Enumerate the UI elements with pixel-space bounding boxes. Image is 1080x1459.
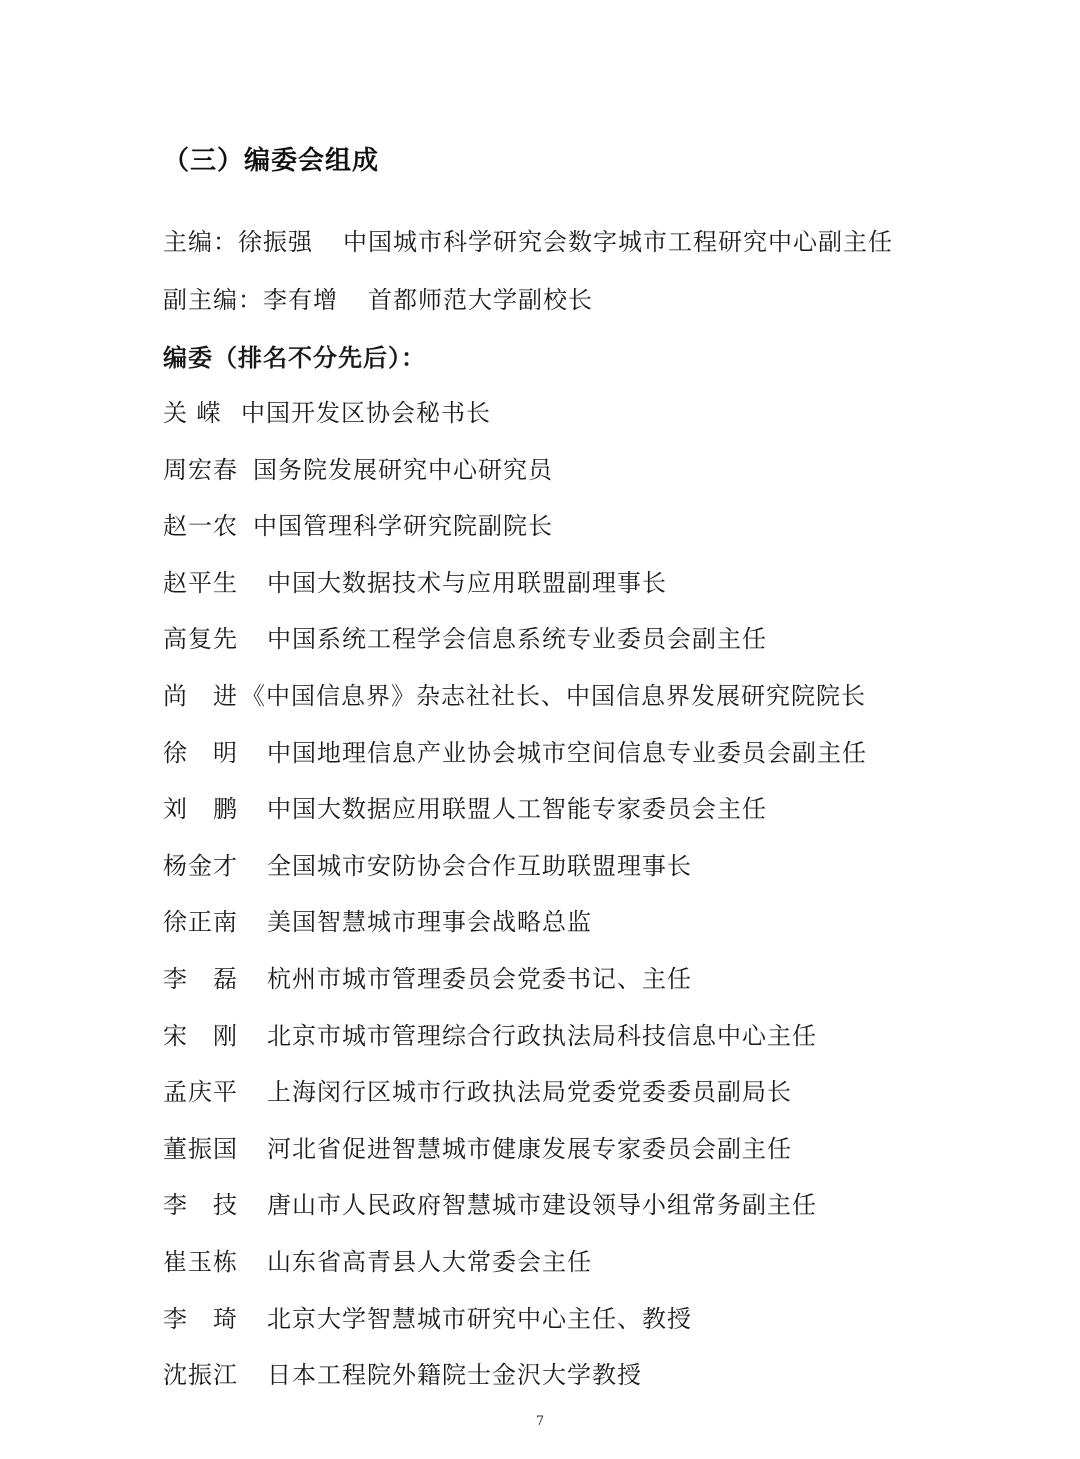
page-number: 7 (535, 1414, 545, 1429)
member-title: 中国大数据技术与应用联盟副理事长 (267, 568, 667, 597)
list-item (163, 846, 867, 903)
member-name: 宋 刚 (163, 1021, 238, 1050)
member-name: 李 磊 (163, 964, 238, 993)
member-name: 李 琦 (163, 1304, 238, 1333)
list-item (163, 1299, 867, 1356)
chief-editor-title: 中国城市科学研究会数字城市工程研究中心副主任 (343, 228, 893, 256)
member-name: 尚 进 (163, 681, 238, 710)
list-item (163, 1072, 867, 1129)
list-item (163, 1185, 867, 1242)
member-title: 中国管理科学研究院副院长 (253, 512, 553, 541)
list-item (163, 959, 867, 1016)
committee-heading: 编委（排名不分先后）： (163, 344, 426, 372)
chief-editor-role: 主编： (163, 228, 238, 256)
member-name: 周宏春 (163, 455, 238, 484)
list-item (163, 1016, 867, 1073)
list-item (163, 1355, 867, 1412)
member-title: 北京大学智慧城市研究中心主任、教授 (267, 1304, 692, 1333)
list-item (163, 789, 867, 846)
list-item (163, 733, 867, 790)
member-name: 赵一农 (163, 512, 238, 541)
member-name: 刘 鹏 (163, 795, 238, 824)
member-title: 中国地理信息产业协会城市空间信息专业委员会副主任 (267, 738, 867, 767)
member-name: 徐 明 (163, 738, 238, 767)
member-name: 董振国 (163, 1134, 238, 1163)
deputy-editor-role: 副主编： (163, 286, 263, 314)
deputy-editor-line (163, 280, 593, 315)
member-name: 杨金才 (163, 851, 238, 880)
member-title: 杭州市城市管理委员会党委书记、主任 (267, 964, 692, 993)
list-item (163, 902, 867, 959)
member-title: 《中国信息界》杂志社社长、中国信息界发展研究院院长 (241, 681, 866, 710)
list-item (163, 1129, 867, 1186)
member-name: 徐正南 (163, 908, 238, 937)
committee-member-list (163, 393, 867, 1412)
member-title: 上海闵行区城市行政执法局党委党委委员副局长 (267, 1078, 792, 1107)
member-title: 唐山市人民政府智慧城市建设领导小组常务副主任 (267, 1191, 817, 1220)
list-item (163, 563, 867, 620)
member-title: 北京市城市管理综合行政执法局科技信息中心主任 (267, 1021, 817, 1050)
list-item (163, 1242, 867, 1299)
member-title: 美国智慧城市理事会战略总监 (267, 908, 592, 937)
member-title: 中国开发区协会秘书长 (241, 399, 491, 427)
member-title: 中国大数据应用联盟人工智能专家委员会主任 (267, 795, 767, 824)
member-name: 赵平生 (163, 568, 238, 597)
member-title: 日本工程院外籍院士金沢大学教授 (267, 1361, 642, 1390)
chief-editor-name: 徐振强 (238, 228, 313, 256)
list-item (163, 619, 867, 676)
member-title: 全国城市安防协会合作互助联盟理事长 (267, 851, 692, 880)
chief-editor-line (163, 222, 893, 257)
member-title: 河北省促进智慧城市健康发展专家委员会副主任 (267, 1134, 792, 1163)
deputy-editor-name: 李有增 (263, 286, 338, 314)
member-name: 关 嵘 (163, 399, 222, 427)
list-item (163, 450, 867, 507)
member-name: 孟庆平 (163, 1078, 238, 1107)
section-heading: （三）编委会组成 (163, 146, 380, 176)
member-name: 沈振江 (163, 1361, 238, 1390)
list-item (163, 506, 867, 563)
member-name: 崔玉栋 (163, 1247, 238, 1276)
member-title: 国务院发展研究中心研究员 (253, 455, 553, 484)
member-title: 中国系统工程学会信息系统专业委员会副主任 (267, 625, 767, 654)
member-name: 李 技 (163, 1191, 238, 1220)
list-item (163, 676, 867, 733)
member-title: 山东省高青县人大常委会主任 (267, 1247, 592, 1276)
deputy-editor-title: 首都师范大学副校长 (368, 286, 593, 314)
member-name: 高复先 (163, 625, 238, 654)
list-item (163, 393, 867, 450)
